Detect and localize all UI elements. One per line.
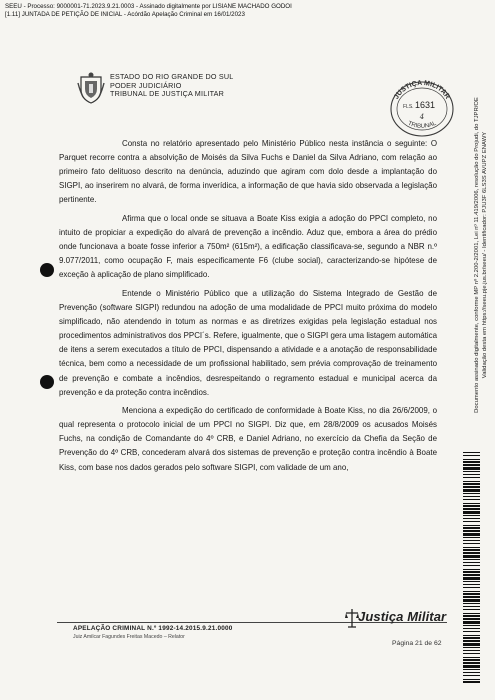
header-line-2: [1.11] JUNTADA DE PETIÇÃO DE INICIAL - Acórdão Apelação Criminal em 16/01/2023 bbox=[5, 11, 245, 18]
justica-militar-brand: Justiça Militar bbox=[358, 609, 447, 624]
digital-signature-note bbox=[473, 40, 491, 470]
stamp-top-text: JUSTIÇA MILITAR bbox=[393, 79, 451, 101]
paragraph-2: Afirma que o local onde se situava a Boate Kiss exigia a adoção do PPCI completo, no intuito de propiciar a expedição do alvará de prevenção a incêndio. Aduz que, embora a área do prédio onde funcionava a boate fosse inferior a 750m² (615m²), a edificação classificava-se, segundo a NBR n.º 9.077/2011, como ocupação F, mais especificamente F6 (clube social), caracterizando-se hipótese de exceção à aplicação de plano simplificado. bbox=[59, 213, 437, 280]
svg-text:JUSTIÇA MILITAR bbox=[393, 80, 451, 101]
footer-case-number: APELAÇÃO CRIMINAL N.º 1992-14.2015.9.21.0000 bbox=[73, 625, 233, 632]
court-heading bbox=[110, 73, 233, 99]
stamp-bottom-text: TRIBUNAL bbox=[406, 120, 438, 130]
page-number: Página 21 de 62 bbox=[392, 640, 442, 647]
seeu-header bbox=[5, 3, 292, 19]
stamp-handwritten: 4 bbox=[419, 113, 425, 121]
paragraph-3: Entende o Ministério Público que a utilização do Sistema Integrado de Gestão de Prevenção (software SIGPI) redundou na adoção de uma modalidade de PPCI muito próxima do modelo simplificado, não atendendo in totum as normas e as diretrizes exigidas pela legislação estadual nos procedimentos administrativos dos PPCI´s. Refere, igualmente, que o SIGPI gera uma listagem automática de itens a serem executados a título de PPCI, dispensando a atividade e a anotação de responsabilidade técnica, bem como a necessidade de um profissional habilitado, sem prévia comprovação de treinamento de prevenção e combate a incêndios, desrespeitando o regramento estadual e municipal acerca da prevenção e da proteção contra incêndios. bbox=[59, 288, 437, 397]
stamp-fls-value: 1631 bbox=[415, 100, 436, 110]
paragraph-1: Consta no relatório apresentado pelo Ministério Público nesta instância o seguinte: O Parquet recorre contra a absolvição de Moisés da Silva Fuchs e Daniel da Silva Adriano, com relação ao primeiro fato delituoso descrito na denúncia, aduzindo que agiram com dolo desde a implantação do SIGPI, ao inserirem no alvará, de forma inverídica, a informação de que havia sido observada a legislação pertinente. bbox=[59, 139, 437, 205]
barcode bbox=[463, 452, 480, 684]
justice-scales-icon bbox=[345, 607, 359, 629]
court-tribunal: TRIBUNAL DE JUSTIÇA MILITAR bbox=[110, 89, 225, 99]
side-note-line-2: Validação desta em https://seeu.pje.jus.br/seeu/ - Identificador: PJU3F 6LS3S AVUPZ ENAWY bbox=[482, 131, 488, 379]
footer-judge: Juiz Amilcar Fagundes Freitas Macedo – Relator bbox=[73, 634, 185, 640]
coat-of-arms-icon bbox=[77, 71, 105, 104]
paragraph-4: Menciona a expedição do certificado de conformidade à Boate Kiss, no dia 26/6/2009, o qual representa o protocolo inicial de um PPCI no SIGPI. Diz que, em 28/8/2009 os acusados Moisés Fuchs, na condição de Comandante do 4º CRB, e Daniel Adriano, no exercício da Chefia da Seção de Prevenção do 4º CRB, concederam alvará dos sistemas de prevenção e proteção contra incêndio à Boate Kiss, com base nos dados gerados pelo software SIGPI, com validade de um ano, bbox=[59, 406, 437, 472]
punch-hole-1 bbox=[40, 263, 54, 277]
punch-hole-2 bbox=[40, 375, 54, 389]
court-state: ESTADO DO RIO GRANDE DO SUL bbox=[110, 72, 234, 81]
court-stamp bbox=[387, 78, 457, 138]
stamp-fls-label: FLS. bbox=[403, 104, 414, 110]
court-power: PODER JUDICIÁRIO bbox=[110, 80, 182, 90]
side-note-line-1: Documento assinado digitalmente, conforme MP nº 2.200-2/2001, Lei nº 11.419/2006, resolução do Projudi, do TJPR/OE bbox=[474, 97, 480, 413]
header-line-1: SEEU - Processo: 9000001-71.2023.9.21.0003 - Assinado digitalmente por LISIANE MACHADO GODOI bbox=[5, 3, 292, 10]
document-body bbox=[59, 137, 437, 479]
